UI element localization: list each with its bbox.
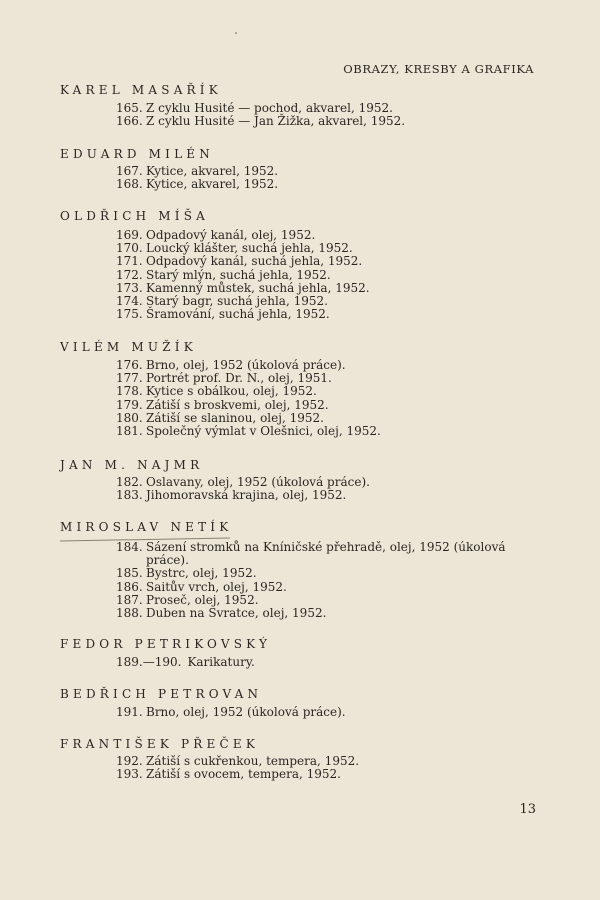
entry-text: Zátiší s broskvemi, olej, 1952. xyxy=(146,397,329,412)
catalog-entry xyxy=(116,656,546,669)
entry-text: Saitův vrch, olej, 1952. xyxy=(146,579,287,594)
entry-text: Brno, olej, 1952 (úkolová práce). xyxy=(146,705,346,719)
entry-text: Zátiší s ovocem, tempera, 1952. xyxy=(146,767,341,782)
entry-text: Duben na Svratce, olej, 1952. xyxy=(146,606,327,621)
entry-number: 193. xyxy=(116,767,143,782)
entry-number: 176. xyxy=(116,358,143,372)
entry-list xyxy=(116,102,546,128)
entry-number: 184. xyxy=(116,540,143,554)
running-header: OBRAZY, KRESBY A GRAFIKA xyxy=(343,62,534,76)
artist-name: EDUARD MILÉN xyxy=(60,147,214,161)
entry-number: 183. xyxy=(116,488,143,503)
artist-name: MIROSLAV NETÍK xyxy=(60,520,233,534)
entry-text: Portrét prof. Dr. N., olej, 1951. xyxy=(146,371,332,386)
entry-text: Kytice s obálkou, olej, 1952. xyxy=(146,384,317,399)
entry-number: 167. xyxy=(116,164,143,178)
catalog-entry xyxy=(116,115,546,128)
entry-text: Společný výmlat v Olešnici, olej, 1952. xyxy=(146,424,381,439)
entry-number: 166. xyxy=(116,114,143,129)
entry-text: Loucký klášter, suchá jehla, 1952. xyxy=(146,241,353,256)
catalog-entry xyxy=(116,541,546,567)
entry-text: Starý mlýn, suchá jehla, 1952. xyxy=(146,267,331,282)
artist-name: VILÉM MUŽÍK xyxy=(60,340,197,354)
catalog-entry xyxy=(116,768,546,781)
entry-text: Kytice, akvarel, 1952. xyxy=(146,164,279,178)
entry-number: 170. xyxy=(116,241,143,256)
entry-number: 168. xyxy=(116,177,143,192)
entry-text: Zátiší s cukřenkou, tempera, 1952. xyxy=(146,754,360,768)
entry-number: 169. xyxy=(116,228,143,242)
catalog-entry xyxy=(116,308,546,321)
entry-text: Kytice, akvarel, 1952. xyxy=(146,177,279,192)
catalog-entry xyxy=(116,425,546,438)
entry-number: 185. xyxy=(116,566,143,581)
catalog-entry xyxy=(116,607,546,620)
entry-number: 178. xyxy=(116,384,143,399)
entry-number: 180. xyxy=(116,410,143,425)
entry-list xyxy=(116,541,546,620)
entry-text: Odpadový kanál, olej, 1952. xyxy=(146,228,316,242)
page-number: 13 xyxy=(519,802,536,817)
entry-list xyxy=(116,755,546,781)
entry-list xyxy=(116,656,546,669)
entry-number: 173. xyxy=(116,280,143,295)
entry-text: Proseč, olej, 1952. xyxy=(146,592,259,607)
entry-number: 174. xyxy=(116,294,143,309)
catalog-entry xyxy=(116,178,546,191)
entry-list xyxy=(116,229,546,321)
catalog-entry xyxy=(116,385,546,398)
entry-number: 171. xyxy=(116,254,143,269)
entry-text: Sázení stromků na Kníničské přehradě, olej, 1952 (úkolová práce). xyxy=(146,540,506,568)
entry-number: 181. xyxy=(116,424,143,439)
entry-list xyxy=(116,165,546,191)
artist-name: KAREL MASAŘÍK xyxy=(60,83,222,97)
artist-name: FRANTIŠEK PŘEČEK xyxy=(60,737,260,751)
entry-number: 192. xyxy=(116,754,143,768)
artist-name: BEDŘICH PETROVAN xyxy=(60,687,263,701)
entry-text: Karikatury. xyxy=(187,655,255,669)
entry-number: 175. xyxy=(116,307,143,322)
entry-number: 182. xyxy=(116,475,143,489)
entry-number: 179. xyxy=(116,397,143,412)
artist-name: FEDOR PETRIKOVSKÝ xyxy=(60,637,272,651)
entry-text: Z cyklu Husité — pochod, akvarel, 1952. xyxy=(146,101,393,115)
entry-text: Oslavany, olej, 1952 (úkolová práce). xyxy=(146,475,370,489)
entry-text: Bystrc, olej, 1952. xyxy=(146,566,257,581)
entry-list xyxy=(116,706,546,719)
catalog-entry xyxy=(116,489,546,502)
entry-number: 186. xyxy=(116,579,143,594)
catalog-entry xyxy=(116,269,546,282)
entry-text: Kamenný můstek, suchá jehla, 1952. xyxy=(146,280,370,295)
entry-text: Brno, olej, 1952 (úkolová práce). xyxy=(146,358,346,372)
entry-text: Jihomoravská krajina, olej, 1952. xyxy=(146,488,347,503)
entry-number: 187. xyxy=(116,592,143,607)
entry-text: Šramování, suchá jehla, 1952. xyxy=(146,307,330,322)
entry-text: Z cyklu Husité — Jan Žižka, akvarel, 1952. xyxy=(146,114,406,129)
artist-name: JAN M. NAJMR xyxy=(60,458,204,472)
entry-text: Zátiší se slaninou, olej, 1952. xyxy=(146,410,324,425)
entry-number: 177. xyxy=(116,371,143,386)
paper-speck xyxy=(235,32,237,34)
entry-number: 172. xyxy=(116,267,143,282)
catalog-entry xyxy=(116,255,546,268)
catalog-entry xyxy=(116,581,546,594)
entry-number: 188. xyxy=(116,606,143,621)
entry-list xyxy=(116,359,546,438)
entry-text: Starý bagr, suchá jehla, 1952. xyxy=(146,294,328,309)
catalog-entry xyxy=(116,706,546,719)
entry-number: 189.—190. xyxy=(116,655,182,669)
entry-number: 191. xyxy=(116,705,143,719)
artist-name: OLDŘICH MÍŠA xyxy=(60,209,209,223)
catalog-entry xyxy=(116,567,546,580)
entry-list xyxy=(116,476,546,502)
catalog-entry xyxy=(116,399,546,412)
entry-number: 165. xyxy=(116,101,143,115)
entry-text: Odpadový kanál, suchá jehla, 1952. xyxy=(146,254,363,269)
